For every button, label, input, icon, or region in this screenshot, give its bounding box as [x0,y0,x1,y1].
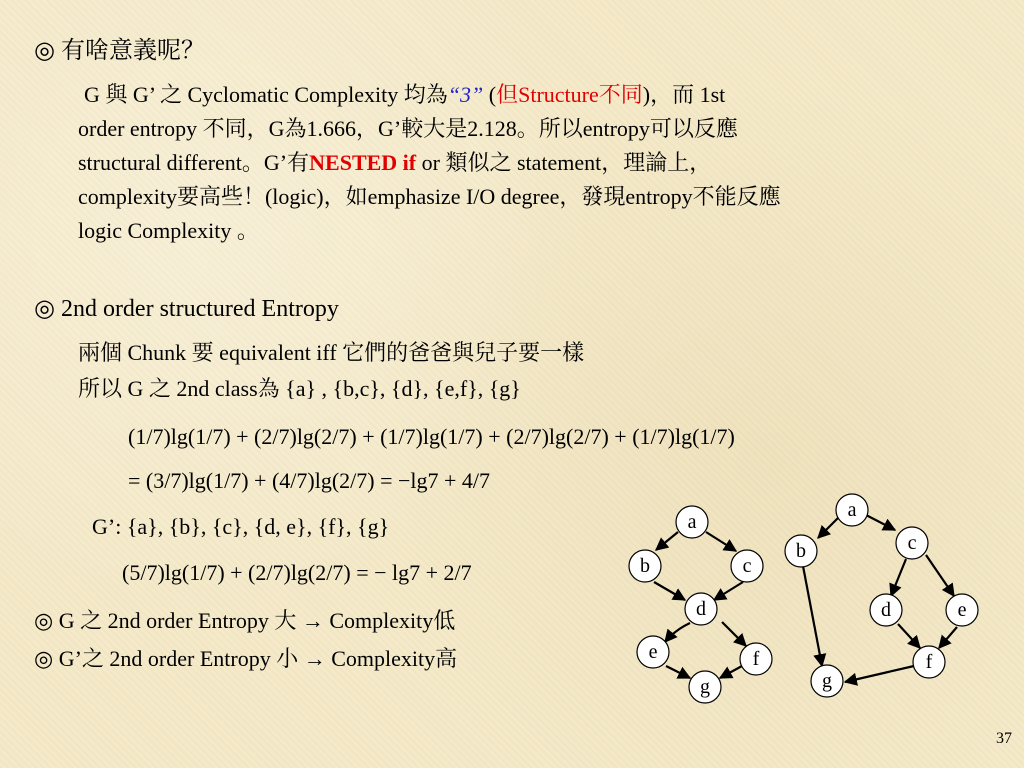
svg-text:f: f [925,651,933,673]
graph-gp-node-c [896,527,928,559]
conclusion-line-2: ◎ G’之 2nd order Entropy 小 → Complexity高 [34,646,458,671]
graph-gp-node-g [811,665,843,697]
graph-gp-node-d [870,594,902,626]
svg-text:e: e [957,599,967,621]
graph-g-node-c [731,550,763,582]
edge-g-d-f [722,622,746,646]
edge-gp-b-g [803,566,822,666]
svg-text:b: b [640,555,650,577]
svg-text:g: g [822,670,832,692]
page-number: 37 [996,730,1012,747]
chunk-equivalence-line: 兩個 Chunk 要 equivalent iff 它們的爸爸與兒子要一樣 [78,340,585,365]
svg-text:a: a [687,511,697,533]
graph-g-node-b [629,550,661,582]
edge-gp-c-d [891,559,906,596]
edge-gp-a-b [818,518,838,538]
edge-g-b-d [654,582,685,600]
edge-gp-d-f [898,624,920,648]
section1-heading: ◎ 有啥意義呢？ [34,38,205,64]
edge-gp-c-e [926,555,954,596]
g-second-class-line: 所以 G 之 2nd class為 {a} , {b,c}, {d}, {e,f}, {g} [78,376,521,401]
graph-g-nodes [629,506,772,703]
edge-gp-f-g [845,666,914,682]
section1-line1: G 與 G’ 之 Cyclomatic Complexity 均為“3” (但Structure不同)，而 1st [84,82,726,107]
g-prime-classes-line: G’: {a}, {b}, {c}, {d, e}, {f}, {g} [92,514,390,539]
svg-text:a: a [847,499,857,521]
formula-line-2: = (3/7)lg(1/7) + (4/7)lg(2/7) = −lg7 + 4/7 [128,468,491,493]
section1-line2: order entropy 不同，G為1.666，G’較大是2.128。所以entropy可以反應 [78,116,738,141]
edge-g-d-e [665,623,690,642]
graph-gp-node-a [836,494,868,526]
formula-line-3: (5/7)lg(1/7) + (2/7)lg(2/7) = − lg7 + 2/7 [122,560,472,585]
graph-g-node-a [676,506,708,538]
edge-g-c-d [714,582,743,600]
edge-g-f-g [720,666,742,678]
section1-line4: complexity要高些！(logic)，如emphasize I/O degree，發現entropy不能反應 [78,184,781,209]
edge-gp-e-f [939,627,957,648]
graph-gp-node-b [785,535,817,567]
section1-line5: logic Complexity 。 [78,218,259,243]
edge-gp-a-c [866,515,895,530]
svg-text:d: d [881,599,891,621]
formula-line-1: (1/7)lg(1/7) + (2/7)lg(2/7) + (1/7)lg(1/7) + (2/7)lg(2/7) + (1/7)lg(1/7) [128,424,735,449]
graph-g-node-d [685,593,717,625]
graph-gp-node-f [913,646,945,678]
graph-g-node-e [637,636,669,668]
svg-text:b: b [796,540,806,562]
graph-g-node-g [689,671,721,703]
graph-g-node-f [740,643,772,675]
svg-text:f: f [752,648,760,670]
section2-heading: ◎ 2nd order structured Entropy [34,296,339,322]
svg-text:e: e [648,641,658,663]
conclusion-line-1: ◎ G 之 2nd order Entropy 大 → Complexity低 [34,608,456,633]
edge-g-a-c [706,532,736,551]
section1-line3: structural different。G’有NESTED if or 類似之 statement，理論上， [78,150,712,175]
edge-g-a-b [656,532,678,550]
edge-g-e-g [666,666,690,678]
graph-g-prime-nodes [785,494,978,697]
svg-text:g: g [700,676,710,698]
svg-text:c: c [742,555,752,577]
svg-text:c: c [907,532,917,554]
graph-gp-node-e [946,594,978,626]
svg-text:d: d [696,598,706,620]
